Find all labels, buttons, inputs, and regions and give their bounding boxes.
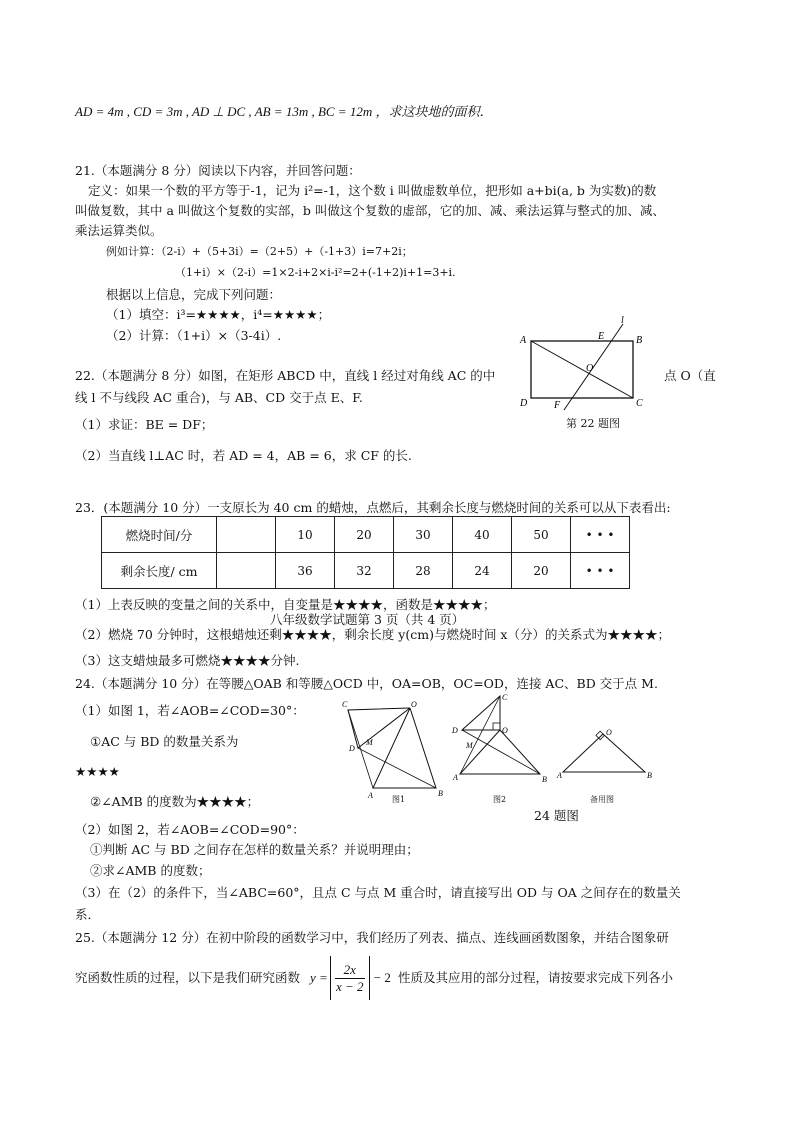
q23-part3: （3）这支蜡烛最多可燃烧★★★★分钟. (75, 653, 300, 668)
q24-figure-title: 24 题图 (534, 808, 579, 823)
q23-part2: （2）燃烧 70 分钟时，这根蜡烛还剩★★★★，剩余长度 y(cm)与燃烧时间 x（分）的关系式为★★★★； (75, 627, 670, 642)
q22-line1b: 点 O（直 (664, 368, 716, 383)
label-B: B (647, 771, 652, 780)
label-M: M (466, 741, 473, 750)
q25-line2a: 究函数性质的过程，以下是我们研究函数 (75, 970, 301, 985)
table-cell: 40 (453, 517, 512, 553)
page-footer: 八年级数学试题第 3 页（共 4 页） (270, 612, 465, 627)
table-cell: 20 (512, 553, 571, 589)
label-A: A (520, 335, 527, 346)
label-F: F (554, 400, 561, 411)
q24-part2: （2）如图 2，若∠AOB=∠COD=90°： (75, 822, 305, 837)
label-A: A (368, 791, 373, 800)
q22-figure-caption: 第 22 题图 (566, 417, 620, 430)
table-cell: 10 (276, 517, 335, 553)
q24-figure1 (340, 698, 450, 806)
formula-numerator: 2x (343, 961, 356, 977)
q24-part1a: ①AC 与 BD 的数量关系为 (90, 734, 239, 749)
table-cell-empty (217, 517, 276, 553)
table-cell: 32 (335, 553, 394, 589)
q24-part2b: ②求∠AMB 的度数； (90, 863, 211, 878)
table-cell: 36 (276, 553, 335, 589)
q25-line1: 25.（本题满分 12 分）在初中阶段的函数学习中，我们经历了列表、描点、连线画函数图象，并结合图象研 (75, 930, 669, 945)
q22-part1: （1）求证：BE = DF； (75, 417, 214, 432)
fig3-caption: 备用图 (590, 795, 614, 804)
intro-line: AD = 4m , CD = 3m , AD ⊥ DC , AB = 13m , BC = 12m ，求这块地的面积． (75, 104, 493, 119)
q24-part3b: 系． (75, 907, 101, 922)
fig2-caption: 图2 (493, 795, 507, 804)
label-O: O (411, 700, 417, 709)
label-l: l (621, 315, 624, 326)
q22-part2: （2）当直线 l⊥AC 时，若 AD = 4，AB = 6，求 CF 的长. (75, 448, 412, 463)
q25-line2b: 性质及其应用的部分过程，请按要求完成下列各小 (398, 970, 674, 985)
label-A: A (453, 773, 458, 782)
q24-figure2 (450, 692, 550, 804)
label-B: B (636, 335, 643, 346)
label-D: D (452, 726, 458, 735)
q21-definition-line1: 定义：如果一个数的平方等于-1，记为 i²=-1，这个数 i 叫做虚数单位，把形如 a+bi(a, b 为实数)的数 (88, 183, 657, 198)
formula-tail: − 2 (373, 970, 391, 985)
q21-part2: （2）计算：（1+i）×（3-4i）. (106, 328, 282, 343)
q21-example-line2: （1+i）×（2-i）=1×2-i+2×i-i²=2+(-1+2)i+1=3+i. (175, 266, 456, 279)
q24-part1: （1）如图 1，若∠AOB=∠COD=30°： (75, 703, 305, 718)
q21-definition-line2: 叫做复数，其中 a 叫做这个复数的实部，b 叫做这个复数的虚部，它的加、减、乘法运算与整式的加、减、 (75, 203, 665, 218)
q21-example-line1: 例如计算：（2-i）+（5+3i）=（2+5）+（-1+3）i=7+2i； (106, 245, 413, 258)
q24-part3a: （3）在（2）的条件下，当∠ABC=60°，且点 C 与点 M 重合时，请直接写出 OD 与 OA 之间存在的数量关 (75, 885, 681, 900)
label-C: C (502, 693, 508, 702)
label-A: A (557, 771, 562, 780)
q21-definition-line3: 乘法运算类似。 (75, 223, 163, 238)
q24-header: 24.（本题满分 10 分）在等腰△OAB 和等腰△OCD 中，OA=OB，OC=OD，连接 AC、BD 交于点 M. (75, 676, 658, 691)
label-D: D (520, 398, 528, 409)
table-cell: 28 (394, 553, 453, 589)
table-cell: 30 (394, 517, 453, 553)
table-row (102, 553, 630, 589)
label-D: D (349, 744, 355, 753)
table-cell: 24 (453, 553, 512, 589)
row-label-time: 燃烧时间/分 (102, 517, 217, 553)
q21-part1: （1）填空：i³=★★★★，i⁴=★★★★； (106, 307, 331, 322)
label-E: E (598, 331, 605, 342)
q21-header: 21.（本题满分 8 分）阅读以下内容，并回答问题： (75, 163, 361, 178)
q23-part1: （1）上表反映的变量之间的关系中，自变量是★★★★，函数是★★★★； (75, 597, 496, 612)
table-cell-empty (217, 553, 276, 589)
table-row (102, 517, 630, 553)
label-O: O (586, 363, 594, 374)
label-O: O (502, 726, 508, 735)
q24-part2a: ①判断 AC 与 BD 之间存在怎样的数量关系？并说明理由； (90, 842, 419, 857)
label-M: M (366, 738, 373, 747)
q22-figure (515, 312, 655, 412)
candle-table (101, 516, 630, 589)
row-label-length: 剩余长度/ cm (102, 553, 217, 589)
label-O: O (606, 728, 612, 737)
diagonal-ac (531, 341, 633, 398)
label-B: B (438, 789, 443, 798)
q21-prompt: 根据以上信息，完成下列问题： (106, 287, 282, 302)
q24-part1b: ②∠AMB 的度数为★★★★； (90, 794, 260, 809)
fig1-caption: 图1 (392, 795, 406, 804)
q24-backup-figure (555, 728, 665, 784)
table-cell: • • • (571, 517, 630, 553)
q24-part1a-answer: ★★★★ (75, 764, 120, 779)
label-B: B (542, 775, 547, 784)
formula-denominator: x − 2 (336, 978, 364, 994)
formula-y: y = (310, 970, 328, 985)
table-cell: • • • (571, 553, 630, 589)
line-l (564, 324, 623, 410)
function-formula (310, 953, 391, 1003)
q23-header: 23．(本题满分 10 分）一支原长为 40 cm 的蜡烛，点燃后，其剩余长度与燃烧时间的关系可以从下表看出: (75, 500, 671, 515)
q22-line2: 线 l 不与线段 AC 重合)，与 AB、CD 交于点 E、F. (75, 390, 363, 405)
label-C: C (342, 700, 348, 709)
table-cell: 20 (335, 517, 394, 553)
absolute-value-bars (330, 956, 370, 1000)
q22-line1a: 22.（本题满分 8 分）如图，在矩形 ABCD 中，直线 l 经过对角线 AC 的中 (75, 368, 496, 383)
label-C: C (636, 398, 643, 409)
table-cell: 50 (512, 517, 571, 553)
